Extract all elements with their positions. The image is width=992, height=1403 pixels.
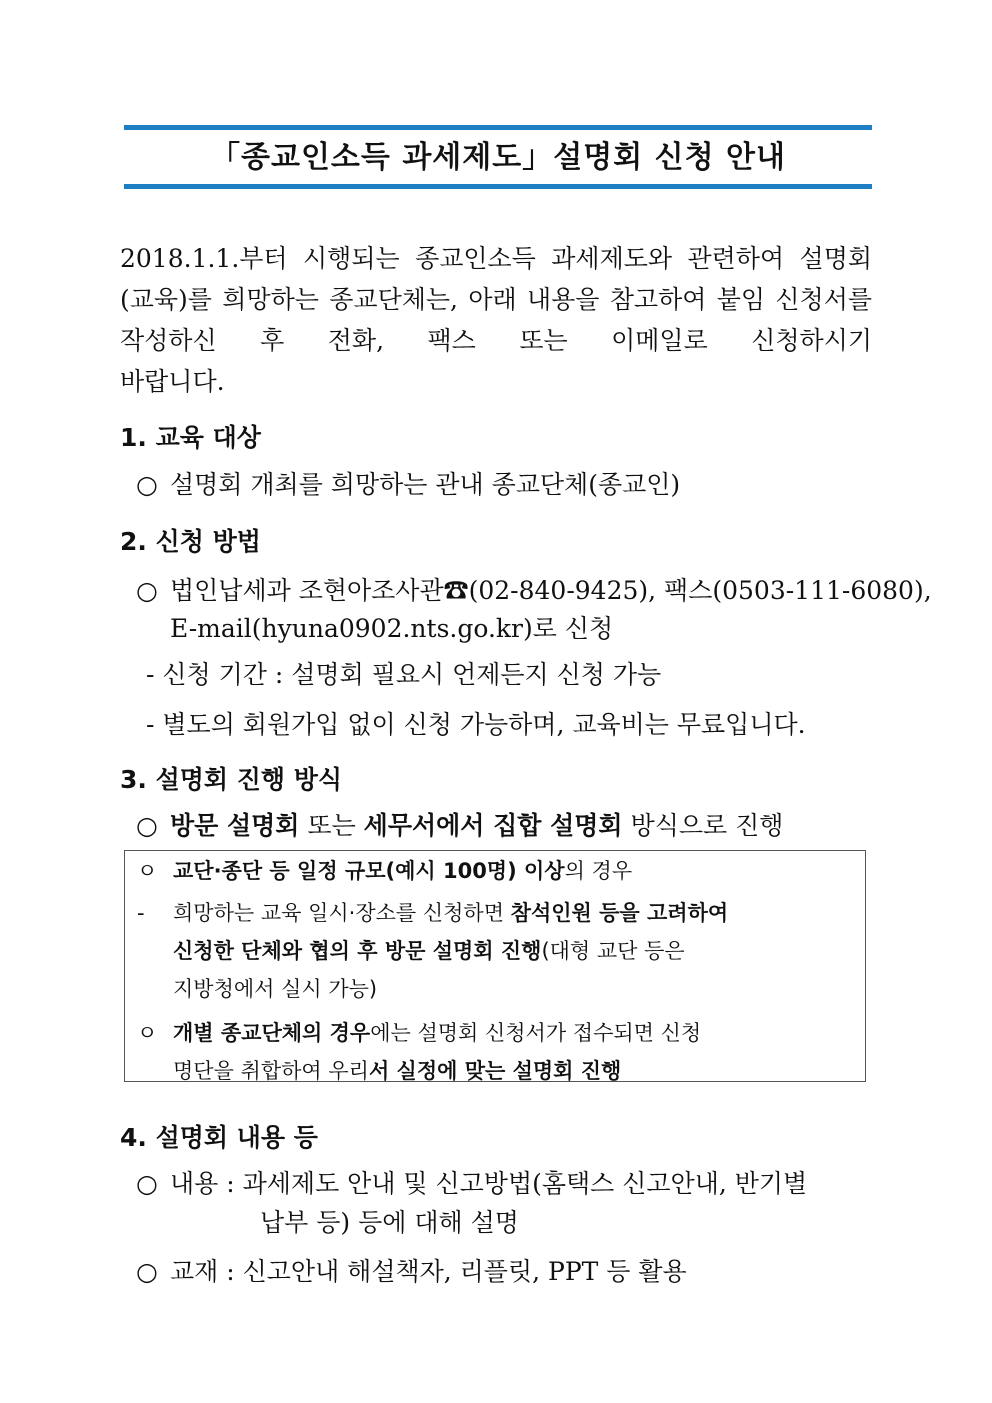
note-individual-line1: ㅇ 개별 종교단체의 경우에는 설명회 신청서가 접수되면 신청	[137, 1017, 855, 1047]
title-top-rule	[124, 125, 872, 130]
note-large-group: ㅇ 교단·종단 등 일정 규모(예시 100명) 이상의 경우	[137, 855, 855, 885]
page-title: 「종교인소득 과세제도」설명회 신청 안내	[209, 140, 786, 175]
intro-line: (교육)를 희망하는 종교단체는, 아래 내용을 참고하여 붙임	[120, 285, 766, 314]
section4-item-content: ○ 내용 : 과세제도 안내 및 신고방법(홈택스 신고안내, 반기별	[136, 1169, 808, 1198]
note-individual-line2: 명단을 취합하여 우리서 실정에 맞는 설명회 진행	[173, 1059, 622, 1083]
section2-item: ○ 법인납세과 조현아조사관☎(02-840-9425), 팩스(0503-111-6080),	[136, 576, 932, 605]
intro-line: 신청서를 작성하신 후 전화, 팩스 또는 이메일로 신청하시기	[120, 285, 872, 355]
section2-sub-period: - 신청 기간 : 설명회 필요시 언제든지 신청 가능	[146, 660, 662, 689]
intro-line: 2018.1.1.부터 시행되는 종교인소득 과세제도와 관련하여 설명회	[120, 244, 872, 273]
note-visit-line2: 신청한 단체와 협의 후 방문 설명회 진행(대형 교단 등은	[173, 939, 685, 963]
section1-item: ○ 설명회 개최를 희망하는 관내 종교단체(종교인)	[136, 470, 681, 499]
section3-item: ○ 방문 설명회 또는 세무서에서 집합 설명회 방식으로 진행	[136, 811, 784, 840]
section2-sub-fee: - 별도의 회원가입 없이 신청 가능하며, 교육비는 무료입니다.	[146, 710, 806, 739]
circle-bullet-icon: ○	[136, 576, 158, 605]
dash-bullet-icon: -	[146, 710, 155, 739]
title-bottom-rule	[124, 184, 872, 189]
section4-item-content-cont: 납부 등) 등에 대해 설명	[260, 1208, 519, 1237]
format-note-box	[124, 850, 866, 1082]
intro-line: 바랍니다.	[120, 367, 225, 396]
section-heading-format: 3. 설명회 진행 방식	[120, 765, 343, 794]
circle-bullet-icon: ○	[136, 1169, 158, 1198]
note-visit-line1: - 희망하는 교육 일시·장소를 신청하면 참석인원 등을 고려하여	[137, 901, 729, 925]
square-bullet-icon: ㅇ	[137, 859, 158, 883]
circle-bullet-icon: ○	[136, 811, 158, 840]
intro-paragraph	[120, 238, 872, 402]
square-bullet-icon: ㅇ	[137, 1021, 158, 1045]
section2-item-cont: E-mail(hyuna0902.nts.go.kr)로 신청	[170, 614, 614, 643]
section-heading-method: 2. 신청 방법	[120, 527, 261, 556]
section-heading-target: 1. 교육 대상	[120, 423, 261, 452]
dash-bullet-icon: -	[146, 660, 155, 689]
note-visit-line3: 지방청에서 실시 가능)	[173, 977, 378, 1001]
section4-item-materials: ○ 교재 : 신고안내 해설책자, 리플릿, PPT 등 활용	[136, 1257, 687, 1286]
circle-bullet-icon: ○	[136, 1257, 158, 1286]
dash-bullet-icon: -	[137, 901, 145, 925]
circle-bullet-icon: ○	[136, 470, 158, 499]
section-heading-content: 4. 설명회 내용 등	[120, 1123, 318, 1152]
